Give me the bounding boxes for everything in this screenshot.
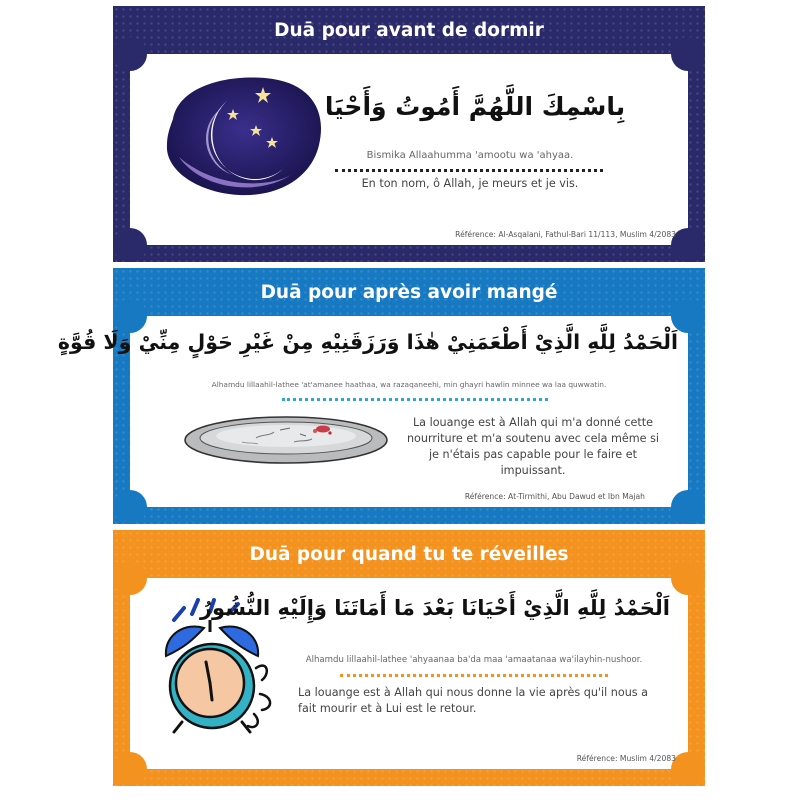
transliteration-text: Alhamdu lillaahil-lathee 'ahyaanaa ba'da maa 'amaatanaa wa'ilayhin-nushoor. <box>305 655 643 665</box>
card-title: Duā pour quand tu te réveilles <box>249 543 569 565</box>
translation-text: En ton nom, ô Allah, je meurs et je vis. <box>361 177 579 190</box>
dua-card-after-eating <box>57 268 705 524</box>
arabic-dua-text: اَلْحَمْدُ لِلَّهِ الَّذِيْ أَطْعَمَنِيْ هٰذَا وَرَزَقَنِيْهِ مِنْ غَيْرِ حَوْلٍ مِنِّيْ وَلَا قُوَّةٍ <box>57 330 678 354</box>
card-title: Duā pour avant de dormir <box>274 19 544 41</box>
arabic-dua-text: بِاسْمِكَ اللَّهُمَّ أَمُوتُ وَأَحْيَا <box>324 92 626 121</box>
card-panel <box>57 316 688 507</box>
reference-text: Référence: Al-Asqalani, Fathul-Bari 11/113, Muslim 4/2083 <box>455 230 676 239</box>
empty-plate-icon <box>182 412 392 468</box>
translation-text: La louange est à Allah qui nous donne la vie après qu'il nous a fait mourir et à Lui est le retour. <box>298 686 649 715</box>
transliteration-text: Bismika Allaahumma 'amootu wa 'ahyaa. <box>366 150 574 161</box>
dotted-divider <box>335 169 603 172</box>
dotted-divider <box>340 674 608 677</box>
dotted-divider <box>282 398 548 401</box>
crescent-moon-stars-icon <box>161 71 327 199</box>
reference-text: Référence: Muslim 4/2083 <box>576 754 676 763</box>
card-panel <box>130 578 688 769</box>
transliteration-text: Alhamdu lillaahil-lathee 'at'amanee haathaa, wa razaqaneehi, min ghayri hawlin minnee wa laa quwwatin. <box>211 380 607 389</box>
dua-card-sleep <box>113 6 705 262</box>
dua-card-waking-up <box>113 530 705 786</box>
card-panel <box>130 54 688 245</box>
card-title: Duā pour après avoir mangé <box>260 281 558 303</box>
arabic-dua-text: اَلْحَمْدُ لِلَّهِ الَّذِيْ أَحْيَانَا بَعْدَ مَا أَمَاتَنَا وَإِلَيْهِ النُّشُورُ <box>199 596 670 620</box>
reference-text: Référence: At-Tirmithi, Abu Dawud et Ibn Majah <box>464 492 645 501</box>
translation-text: La louange est à Allah qui m'a donné cette nourriture et m'a soutenu avec cela même si je n'étais pas capable pour le faire et impuissant. <box>406 416 660 477</box>
